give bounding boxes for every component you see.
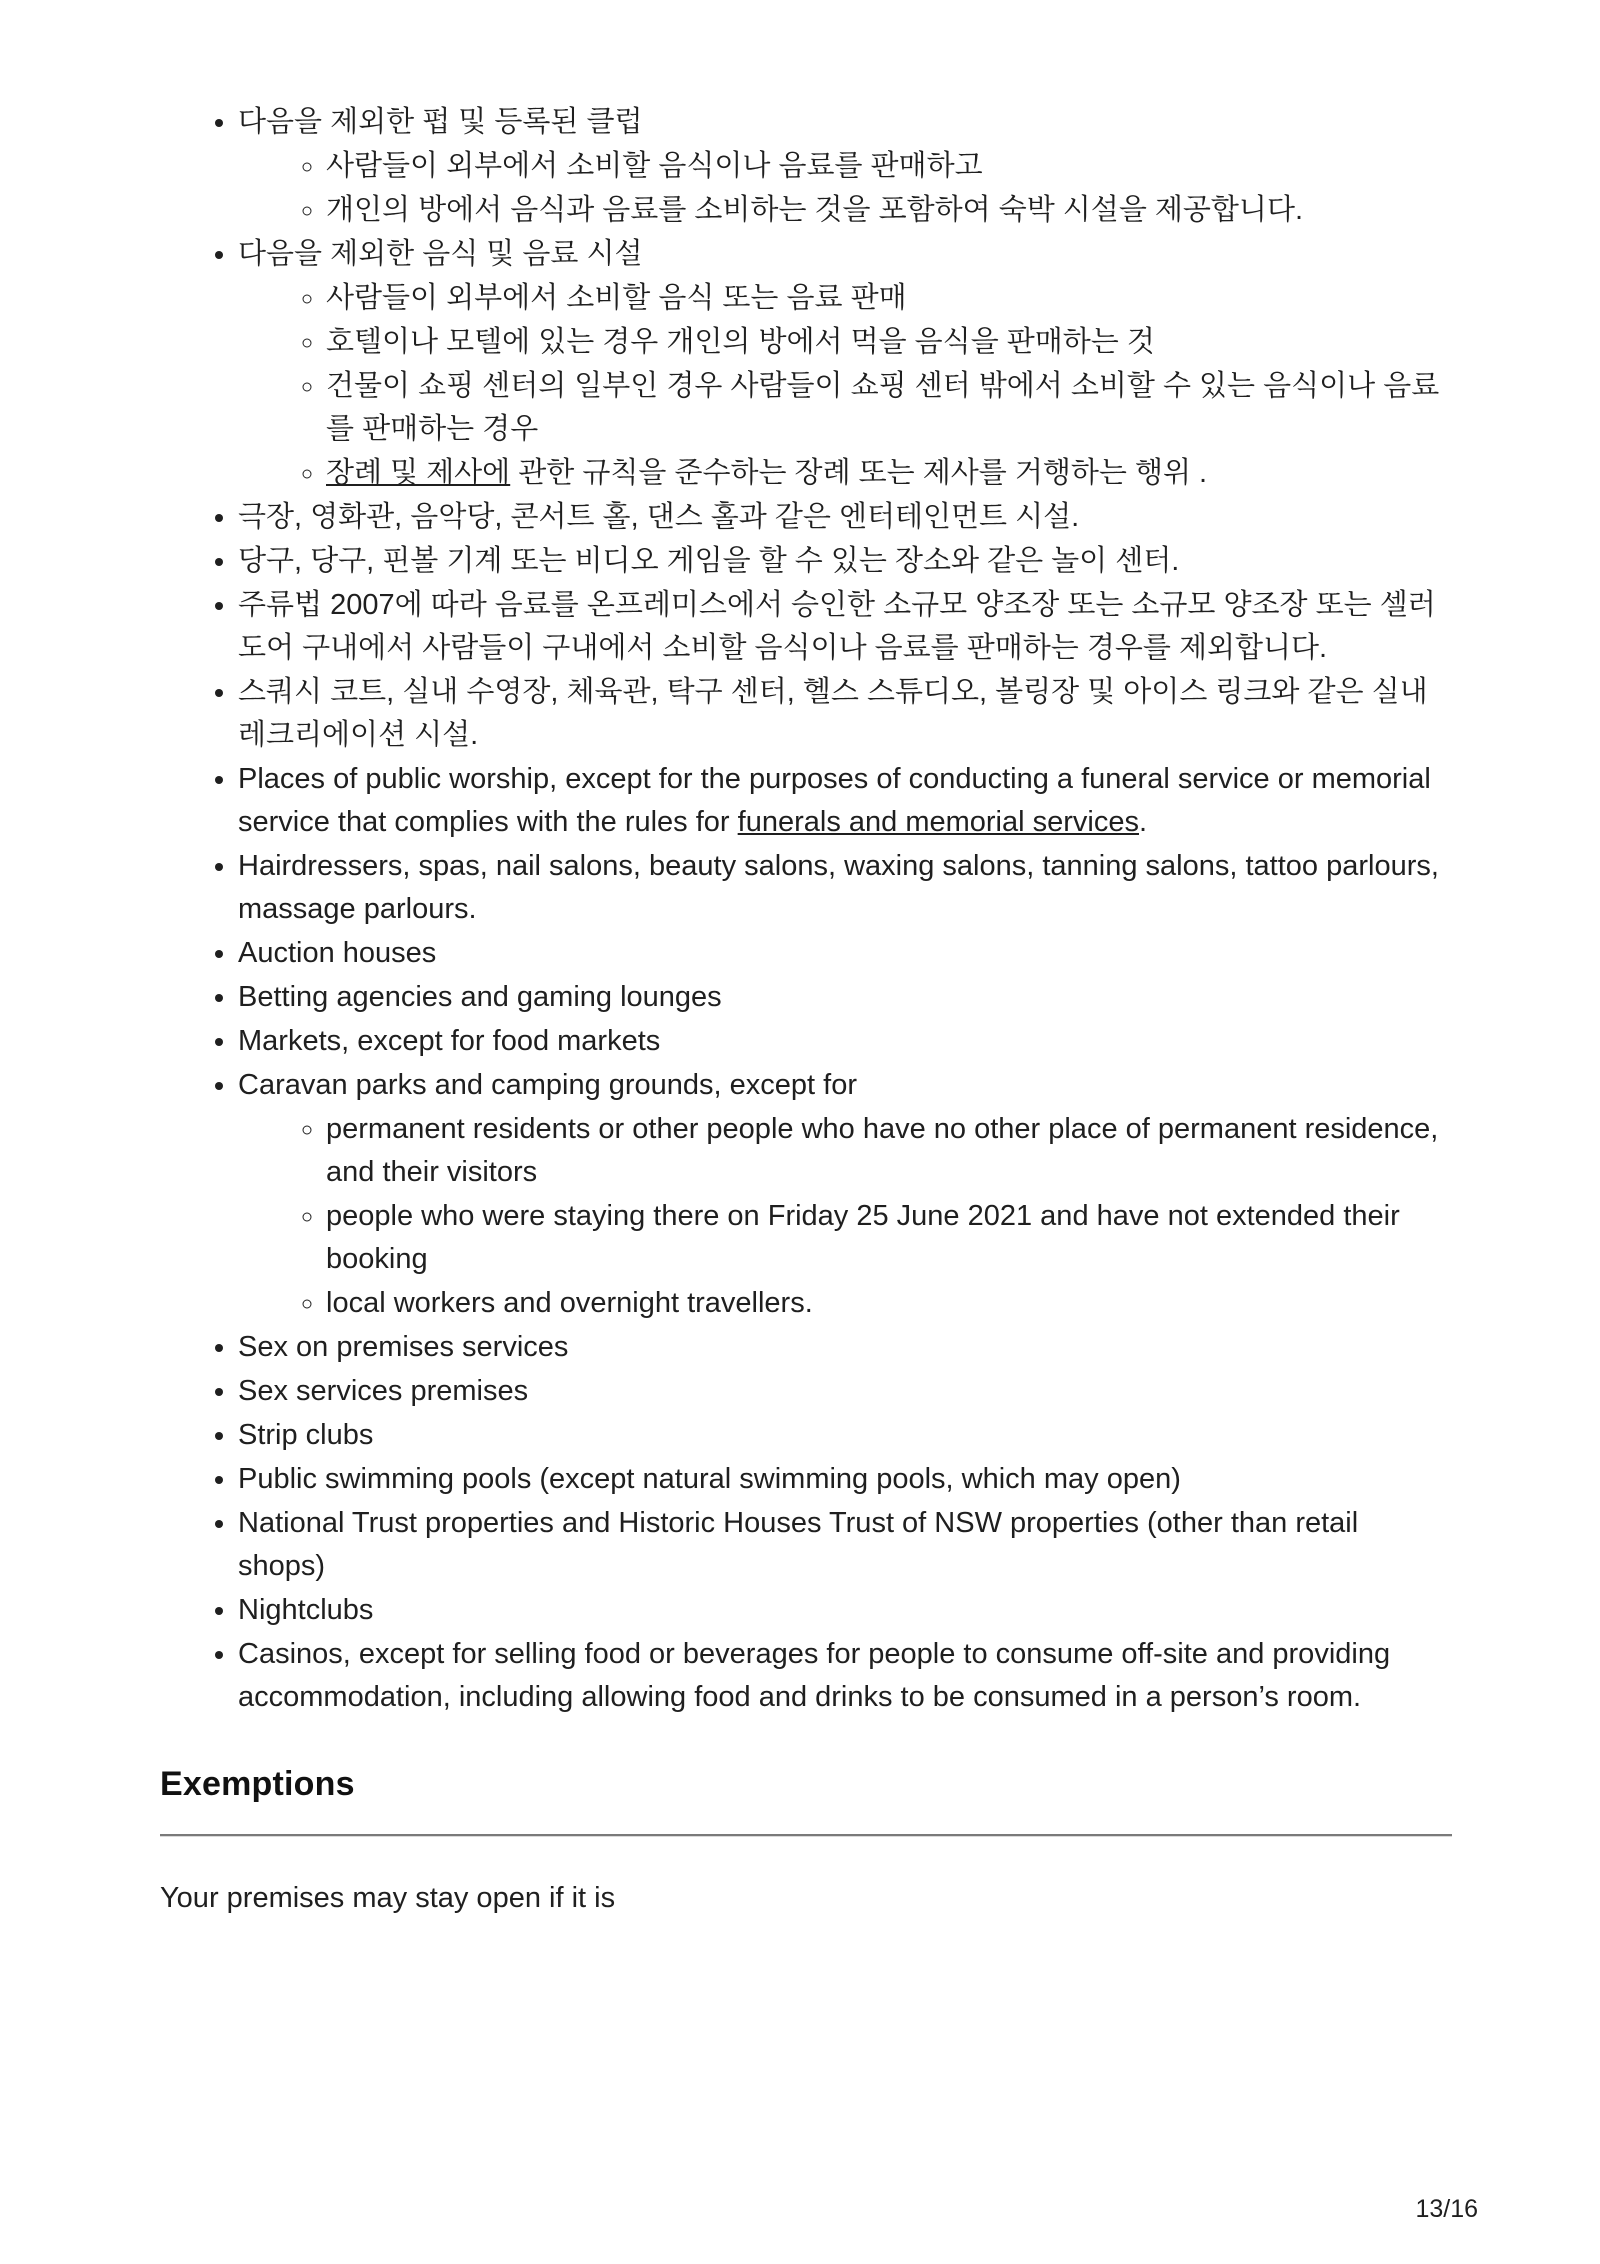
- list-item-text: Hairdressers, spas, nail salons, beauty salons, waxing salons, tanning salons, tattoo parlours, massage parlours.: [238, 850, 1439, 925]
- exemptions-heading: Exemptions: [160, 1765, 355, 1803]
- list-item: [238, 233, 1452, 495]
- list-item: [238, 540, 1452, 583]
- list-item-text: Caravan parks and camping grounds, except for: [238, 1069, 858, 1101]
- list-item-text: Auction houses: [238, 937, 437, 969]
- list-item-text: 다음을 제외한 펍 및 등록된 클럽: [238, 106, 643, 138]
- page-number: 13/16: [1415, 2195, 1478, 2223]
- list-item-text: Strip clubs: [238, 1419, 374, 1451]
- list-item: [326, 1108, 1452, 1194]
- list-item-text: 당구, 당구, 핀볼 기계 또는 비디오 게임을 할 수 있는 장소와 같은 놀이 센터.: [238, 545, 1180, 577]
- list-item-text: Places of public worship, except for the purposes of conducting a funeral service or memorial service that complies with the rules for: [238, 763, 1431, 838]
- list-item-text: 호텔이나 모텔에 있는 경우 개인의 방에서 먹을 음식을 판매하는 것: [326, 326, 1155, 358]
- list-item-text: Casinos, except for selling food or beverages for people to consume off-site and providing accommodation, including allowing food and drinks to be consumed in a person’s room.: [238, 1638, 1391, 1713]
- list-item: [238, 1020, 1452, 1063]
- list-item: [238, 584, 1452, 670]
- list-item-text: 개인의 방에서 음식과 음료를 소비하는 것을 포함하여 숙박 시설을 제공합니다.: [326, 194, 1304, 226]
- list-item: [326, 365, 1452, 451]
- list-item: [238, 1502, 1452, 1588]
- list-item: [238, 1370, 1452, 1413]
- closed-premises-list: [160, 101, 1452, 1719]
- list-item-text: Sex on premises services: [238, 1331, 569, 1363]
- list-item: [326, 452, 1452, 495]
- list-item: [238, 1064, 1452, 1325]
- list-item-text: Nightclubs: [238, 1594, 374, 1626]
- list-item: [326, 1282, 1452, 1325]
- sublist: [238, 1108, 1452, 1325]
- heading-divider: [160, 1834, 1452, 1837]
- list-item-text: Public swimming pools (except natural swimming pools, which may open): [238, 1463, 1181, 1495]
- list-item: [326, 1195, 1452, 1281]
- funerals-memorial-rules-link[interactable]: 장례 및 제사에: [326, 457, 511, 489]
- list-item-text: 주류법 2007에 따라 음료를 온프레미스에서 승인한 소규모 양조장 또는 소규모 양조장 또는 셀러 도어 구내에서 사람들이 구내에서 소비할 음식이나 음료를 판매하는 경우를 제외합니다.: [238, 589, 1436, 664]
- list-item-text: 사람들이 외부에서 소비할 음식 또는 음료 판매: [326, 282, 907, 314]
- list-item-text: Betting agencies and gaming lounges: [238, 981, 722, 1013]
- exemptions-intro-text: Your premises may stay open if it is: [160, 1882, 616, 1914]
- list-item: [326, 277, 1452, 320]
- list-item-text: 스쿼시 코트, 실내 수영장, 체육관, 탁구 센터, 헬스 스튜디오, 볼링장 및 아이스 링크와 같은 실내 레크리에이션 시설.: [238, 676, 1428, 751]
- list-item-text: National Trust properties and Historic Houses Trust of NSW properties (other than retail shops): [238, 1507, 1359, 1582]
- list-item: [326, 189, 1452, 232]
- list-item: [238, 1589, 1452, 1632]
- list-item-text: 건물이 쇼핑 센터의 일부인 경우 사람들이 쇼핑 센터 밖에서 소비할 수 있는 음식이나 음료를 판매하는 경우: [326, 370, 1440, 445]
- list-item: [238, 101, 1452, 232]
- list-item: [238, 845, 1452, 931]
- list-item: [326, 321, 1452, 364]
- list-item: [238, 932, 1452, 975]
- list-item: [238, 1633, 1452, 1719]
- list-item-text: Sex services premises: [238, 1375, 529, 1407]
- list-item: [238, 496, 1452, 539]
- list-item-text: 극장, 영화관, 음악당, 콘서트 홀, 댄스 홀과 같은 엔터테인먼트 시설.: [238, 501, 1080, 533]
- list-item-text: 사람들이 외부에서 소비할 음식이나 음료를 판매하고: [326, 150, 983, 182]
- list-item-text: local workers and overnight travellers.: [326, 1287, 813, 1319]
- list-item-text: 다음을 제외한 음식 및 음료 시설: [238, 238, 643, 270]
- list-item-text: 관한 규칙을 준수하는 장례 또는 제사를 거행하는 행위 .: [510, 457, 1208, 489]
- list-item: [238, 1414, 1452, 1457]
- list-item-text: Markets, except for food markets: [238, 1025, 661, 1057]
- list-item-text: .: [1138, 806, 1148, 838]
- page-content: [160, 100, 1452, 1949]
- list-item: [238, 976, 1452, 1019]
- list-item: [238, 671, 1452, 757]
- list-item: [238, 1458, 1452, 1501]
- list-item: [326, 145, 1452, 188]
- list-item: [238, 1326, 1452, 1369]
- sublist: [238, 277, 1452, 495]
- list-item: [238, 758, 1452, 844]
- list-item-text: permanent residents or other people who have no other place of permanent residence, and their visitors: [326, 1113, 1439, 1188]
- list-item-text: people who were staying there on Friday 25 June 2021 and have not extended their booking: [326, 1200, 1400, 1275]
- funerals-memorial-services-link[interactable]: funerals and memorial services: [737, 806, 1139, 838]
- sublist: [238, 145, 1452, 232]
